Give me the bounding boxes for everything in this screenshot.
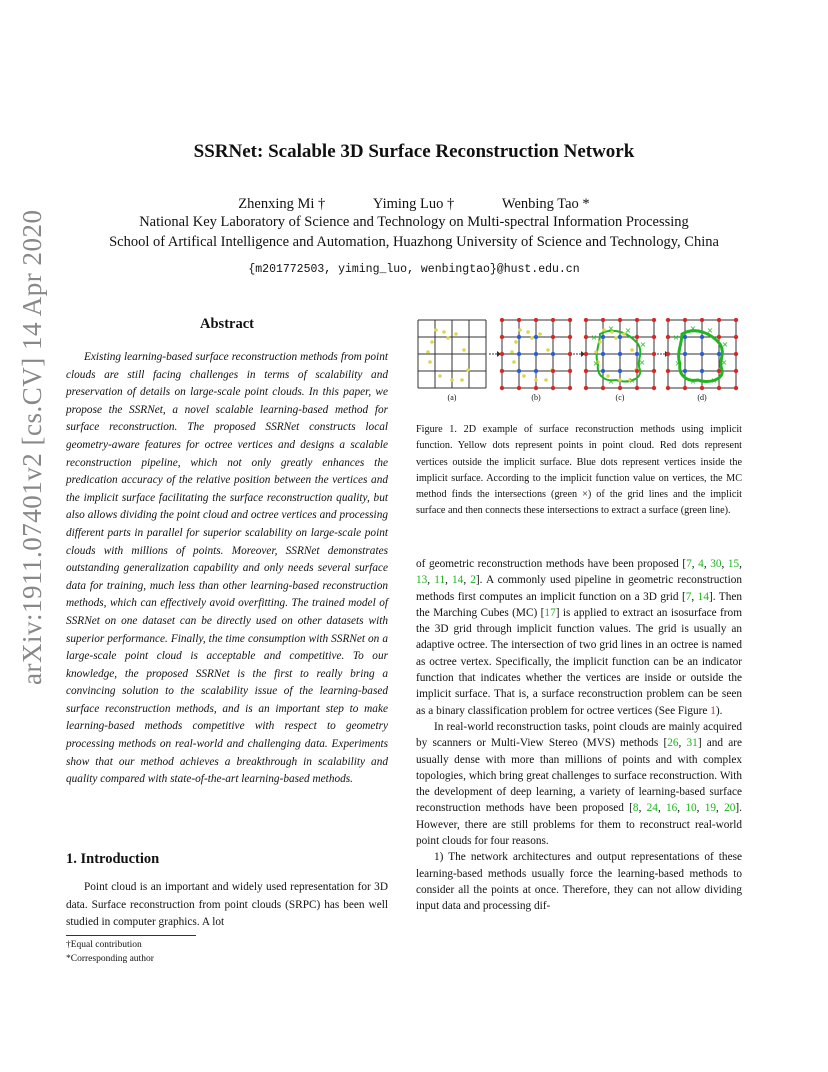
author-emails[interactable]: {m201772503, yiming_luo, wenbingtao}@hust.edu.cn: [248, 263, 580, 276]
text-span: ).: [715, 704, 723, 717]
outside-vertex: [584, 352, 588, 356]
point-cloud-dot: [534, 378, 538, 382]
paragraph-real-world: [416, 719, 742, 849]
inside-vertex: [618, 369, 622, 373]
panel-label: (b): [531, 393, 541, 402]
point-cloud-dot: [526, 330, 530, 334]
outside-vertex: [551, 369, 555, 373]
outside-vertex: [568, 318, 572, 322]
intersection-mark: ×: [638, 358, 646, 367]
citation-link[interactable]: 20: [724, 802, 736, 815]
intersection-mark: ×: [607, 377, 615, 386]
outside-vertex: [700, 386, 704, 390]
intersection-mark: ×: [590, 333, 598, 342]
text-span: In real-world reconstruction tasks, point clouds are mainly acquired by scanners or Multi-View Stereo (MVS) methods [: [416, 720, 742, 750]
outside-vertex: [734, 386, 738, 390]
text-span: ,: [716, 802, 725, 815]
outside-vertex: [568, 335, 572, 339]
intersection-mark: ×: [607, 324, 615, 333]
paragraph-reason-1: 1) The network architectures and output representations of these learning-based methods usually force the learning-based methods to consider all the points at once. Therefore, they can not allow dividing input data and processing dif-: [416, 851, 742, 913]
citation-link[interactable]: 7: [685, 590, 692, 603]
footnote-rule: [66, 935, 196, 936]
point-cloud-dot: [428, 360, 432, 364]
abstract-heading: Abstract: [200, 316, 254, 332]
intersection-mark: ×: [639, 340, 647, 349]
intersection-mark: ×: [720, 358, 728, 367]
outside-vertex: [500, 318, 504, 322]
outside-vertex: [717, 369, 721, 373]
outside-vertex: [652, 386, 656, 390]
outside-vertex: [635, 318, 639, 322]
inside-vertex: [635, 352, 639, 356]
point-cloud-dot: [446, 336, 450, 340]
text-span: ,: [691, 558, 699, 570]
outside-vertex: [584, 386, 588, 390]
point-cloud-dot: [450, 378, 454, 382]
author-2: Yiming Luo †: [372, 196, 455, 212]
point-cloud-dot: [510, 350, 514, 354]
outside-vertex: [717, 386, 721, 390]
inside-vertex: [618, 352, 622, 356]
outside-vertex: [666, 318, 670, 322]
inside-vertex: [601, 352, 605, 356]
citation-link[interactable]: 8: [632, 802, 639, 815]
intro-heading: 1. Introduction: [66, 851, 160, 867]
point-cloud-dot: [426, 350, 430, 354]
citation-link[interactable]: 4: [698, 558, 704, 570]
figure-1-diagram: [416, 318, 742, 408]
point-cloud-dot: [602, 328, 606, 332]
outside-vertex: [568, 386, 572, 390]
outside-vertex: [500, 369, 504, 373]
intersection-mark: ×: [689, 377, 697, 386]
text-span: ,: [678, 737, 687, 750]
abstract-body: Existing learning-based surface reconstruction methods from point clouds are still facing challenges in terms of scalability and preservation of details on large-scale point clouds. In this paper, we propose the SSRNet, a novel scalable learning-based method for surface reconstruction. The proposed SSRNet constructs local geometry-aware features for octree vertices and designs a scalable reconstruction pipeline, which not only greatly enhances the predication accuracy of the relative position between the vertices and the implicit surface facilitating the surface reconstruction quality, but also allows dividing the point cloud and octree vertices and processing different parts in parallel for superior scalability on large-scale point clouds with millions of points. Moreover, SSRNet demonstrates outstanding generalization capability and only needs several surface data for training, much less than other learning-based reconstruction methods, which can effectively avoid overfitting. The trained model of SSRNet on one dataset can be directly used on other datasets with superior performance. Finally, the time consumption with SSRNet on a large-scale point cloud is acceptable and competitive. To our knowledge, the proposed SSRNet is the first to really bring a convincing solution to the scalability issue of the learning-based surface reconstruction methods, and is an important step to make learning-based methods competitive with respect to geometry processing methods on real-world and challenging data. Experiments show that our method achieves a breakthrough in scalability and quality compared with state-of-the-art learning-based methods.: [66, 351, 388, 786]
point-cloud-dot: [462, 348, 466, 352]
outside-vertex: [734, 352, 738, 356]
outside-vertex: [666, 335, 670, 339]
outside-vertex: [500, 386, 504, 390]
outside-vertex: [683, 318, 687, 322]
outside-vertex: [500, 335, 504, 339]
outside-vertex: [734, 335, 738, 339]
paper-title: SSRNet: Scalable 3D Surface Reconstruction Network: [193, 141, 635, 162]
citation-link[interactable]: 15: [727, 558, 740, 570]
intersection-mark: ×: [689, 324, 697, 333]
outside-vertex: [717, 318, 721, 322]
text-span: ] and are usually dense with more than millions of points and with complex topologies, which bring great challenges to surface reconstruction. With the development of deep learning, a variety of learning-based surface reconstruction methods have been proposed [: [416, 737, 742, 815]
intersection-mark: ×: [628, 376, 636, 385]
point-cloud-dot: [442, 330, 446, 334]
text-span: ,: [427, 574, 435, 587]
footnote-corresponding: *Corresponding author: [66, 954, 154, 964]
outside-vertex: [534, 386, 538, 390]
intersection-mark: ×: [672, 333, 680, 342]
point-cloud-dot: [544, 378, 548, 382]
outside-vertex: [618, 318, 622, 322]
outside-vertex: [618, 386, 622, 390]
point-cloud-dot: [430, 340, 434, 344]
inside-vertex: [683, 335, 687, 339]
outside-vertex: [551, 335, 555, 339]
author-list: [0, 196, 828, 213]
outside-vertex: [517, 318, 521, 322]
figure-1-caption: Figure 1. 2D example of surface reconstruction methods using implicit function. Yellow dots represent points in point cloud. Red dots represent vertices outside the implicit surface. Blue dots represent vertices inside the implicit surface. According to the implicit function value on vertices, the MC method finds the intersections (green ×) of the grid lines and the implicit surface and then connects these intersections to extract a surface (green line).: [416, 424, 742, 517]
point-cloud-dot: [514, 340, 518, 344]
citation-link[interactable]: 10: [685, 802, 697, 815]
text-span: ,: [463, 574, 471, 587]
text-span: ] is applied to extract an isosurface from the 3D grid through implicit function values. The grid is usually an adaptive octree. The intersection of two grid lines in an octree is named as octree vertex. Specifically, the implicit function can be an indicator function that indicates whether the vertices are inside or outside the implicit surface. That is, a surface reconstruction problem can be seen as a binary classification problem for octree vertices (See Figure: [416, 606, 742, 717]
intersection-mark: ×: [706, 326, 714, 335]
point-cloud-dot: [630, 348, 634, 352]
point-cloud-dot: [530, 336, 534, 340]
citation-link[interactable]: 14: [452, 574, 464, 587]
inside-vertex: [601, 369, 605, 373]
text-span: ,: [677, 802, 686, 815]
outside-vertex: [635, 369, 639, 373]
panel-label: (a): [447, 393, 457, 402]
outside-vertex: [652, 335, 656, 339]
inside-vertex: [601, 335, 605, 339]
figure-ref-link[interactable]: 1: [710, 704, 716, 717]
outside-vertex: [652, 318, 656, 322]
text-span: ]. A commonly used pipeline in geometric reconstruction methods first computes an implicit function on a 3D grid [: [416, 574, 743, 603]
outside-vertex: [534, 318, 538, 322]
outside-vertex: [551, 318, 555, 322]
text-span: ,: [739, 558, 742, 570]
intro-paragraph: Point cloud is an important and widely used representation for 3D data. Surface reconstruction from point clouds (SRPC) has been well studied in computer graphics. A lot: [66, 881, 388, 929]
citation-link[interactable]: 30: [710, 558, 722, 570]
footnote-equal: †Equal contribution: [66, 940, 142, 950]
point-cloud-dot: [466, 368, 470, 372]
point-cloud-dot: [460, 378, 464, 382]
inside-vertex: [517, 335, 521, 339]
text-span: ]. However, there are still problems for them to reconstruct real-world point clouds for four reasons.: [416, 802, 742, 848]
citation-link[interactable]: 11: [434, 574, 446, 587]
panel-label: (c): [615, 393, 625, 402]
outside-vertex: [652, 369, 656, 373]
citation-link[interactable]: 14: [697, 590, 709, 603]
arxiv-stamp[interactable]: arXiv:1911.07401v2 [cs.CV] 14 Apr 2020: [17, 209, 47, 685]
outside-vertex: [666, 386, 670, 390]
outside-vertex: [652, 352, 656, 356]
citation-link[interactable]: 31: [686, 737, 698, 750]
outside-vertex: [601, 386, 605, 390]
point-cloud-dot: [454, 332, 458, 336]
outside-vertex: [700, 318, 704, 322]
inside-vertex: [700, 352, 704, 356]
inside-vertex: [517, 369, 521, 373]
outside-vertex: [734, 369, 738, 373]
text-span: ,: [721, 558, 728, 570]
inside-vertex: [683, 352, 687, 356]
citation-link[interactable]: 2: [470, 574, 476, 587]
point-cloud-dot: [598, 340, 602, 344]
text-span: ,: [638, 802, 647, 815]
outside-vertex: [601, 318, 605, 322]
text-span: ,: [703, 558, 711, 570]
citation-link[interactable]: 7: [686, 558, 692, 570]
citation-link[interactable]: 17: [544, 606, 556, 619]
inside-vertex: [534, 352, 538, 356]
point-cloud-dot: [538, 332, 542, 336]
text-span: of geometric reconstruction methods have been proposed [: [416, 558, 687, 570]
author-3: Wenbing Tao *: [501, 196, 590, 212]
point-cloud-dot: [512, 360, 516, 364]
intersection-mark: ×: [674, 359, 682, 368]
affiliation-2: School of Artifical Intelligence and Automation, Huazhong University of Science and Technology, China: [109, 234, 719, 250]
outside-vertex: [584, 318, 588, 322]
outside-vertex: [683, 386, 687, 390]
inside-vertex: [551, 352, 555, 356]
outside-vertex: [734, 318, 738, 322]
outside-vertex: [517, 386, 521, 390]
outside-vertex: [666, 369, 670, 373]
citation-link[interactable]: 24: [646, 802, 658, 815]
point-cloud-dot: [438, 374, 442, 378]
inside-vertex: [517, 352, 521, 356]
intersection-mark: ×: [710, 376, 718, 385]
author-1: Zhenxing Mi †: [238, 196, 326, 212]
outside-vertex: [635, 386, 639, 390]
outside-vertex: [584, 369, 588, 373]
inside-vertex: [717, 352, 721, 356]
intersection-mark: ×: [721, 340, 729, 349]
outside-vertex: [568, 352, 572, 356]
point-cloud-dot: [618, 378, 622, 382]
outside-vertex: [500, 352, 504, 356]
outside-vertex: [635, 335, 639, 339]
inside-vertex: [700, 335, 704, 339]
affiliation-1: National Key Laboratory of Science and Technology on Multi-spectral Information Processing: [139, 214, 689, 230]
inside-vertex: [534, 335, 538, 339]
point-cloud-dot: [522, 374, 526, 378]
intersection-mark: ×: [624, 326, 632, 335]
inside-vertex: [618, 335, 622, 339]
right-column-text: [416, 556, 742, 915]
point-cloud-dot: [434, 328, 438, 332]
inside-vertex: [700, 369, 704, 373]
outside-vertex: [551, 386, 555, 390]
outside-vertex: [666, 352, 670, 356]
paragraph-geometric-methods: [416, 556, 742, 719]
outside-vertex: [717, 335, 721, 339]
text-span: ,: [657, 802, 666, 815]
text-span: ,: [691, 590, 698, 603]
citation-link[interactable]: 13: [416, 574, 428, 587]
panel-label: (d): [697, 393, 707, 402]
point-cloud-dot: [614, 336, 618, 340]
inside-vertex: [683, 369, 687, 373]
citation-link[interactable]: 19: [704, 802, 717, 815]
text-span: ,: [445, 574, 453, 587]
outside-vertex: [584, 335, 588, 339]
point-cloud-dot: [518, 328, 522, 332]
citation-link[interactable]: 16: [666, 802, 678, 815]
outside-vertex: [568, 369, 572, 373]
text-span: ]. Then the Marching Cubes (MC) [: [416, 590, 743, 619]
intersection-mark: ×: [592, 359, 600, 368]
point-cloud-dot: [594, 350, 598, 354]
citation-link[interactable]: 26: [667, 737, 679, 750]
point-cloud-dot: [546, 348, 550, 352]
text-span: ,: [696, 802, 705, 815]
inside-vertex: [534, 369, 538, 373]
